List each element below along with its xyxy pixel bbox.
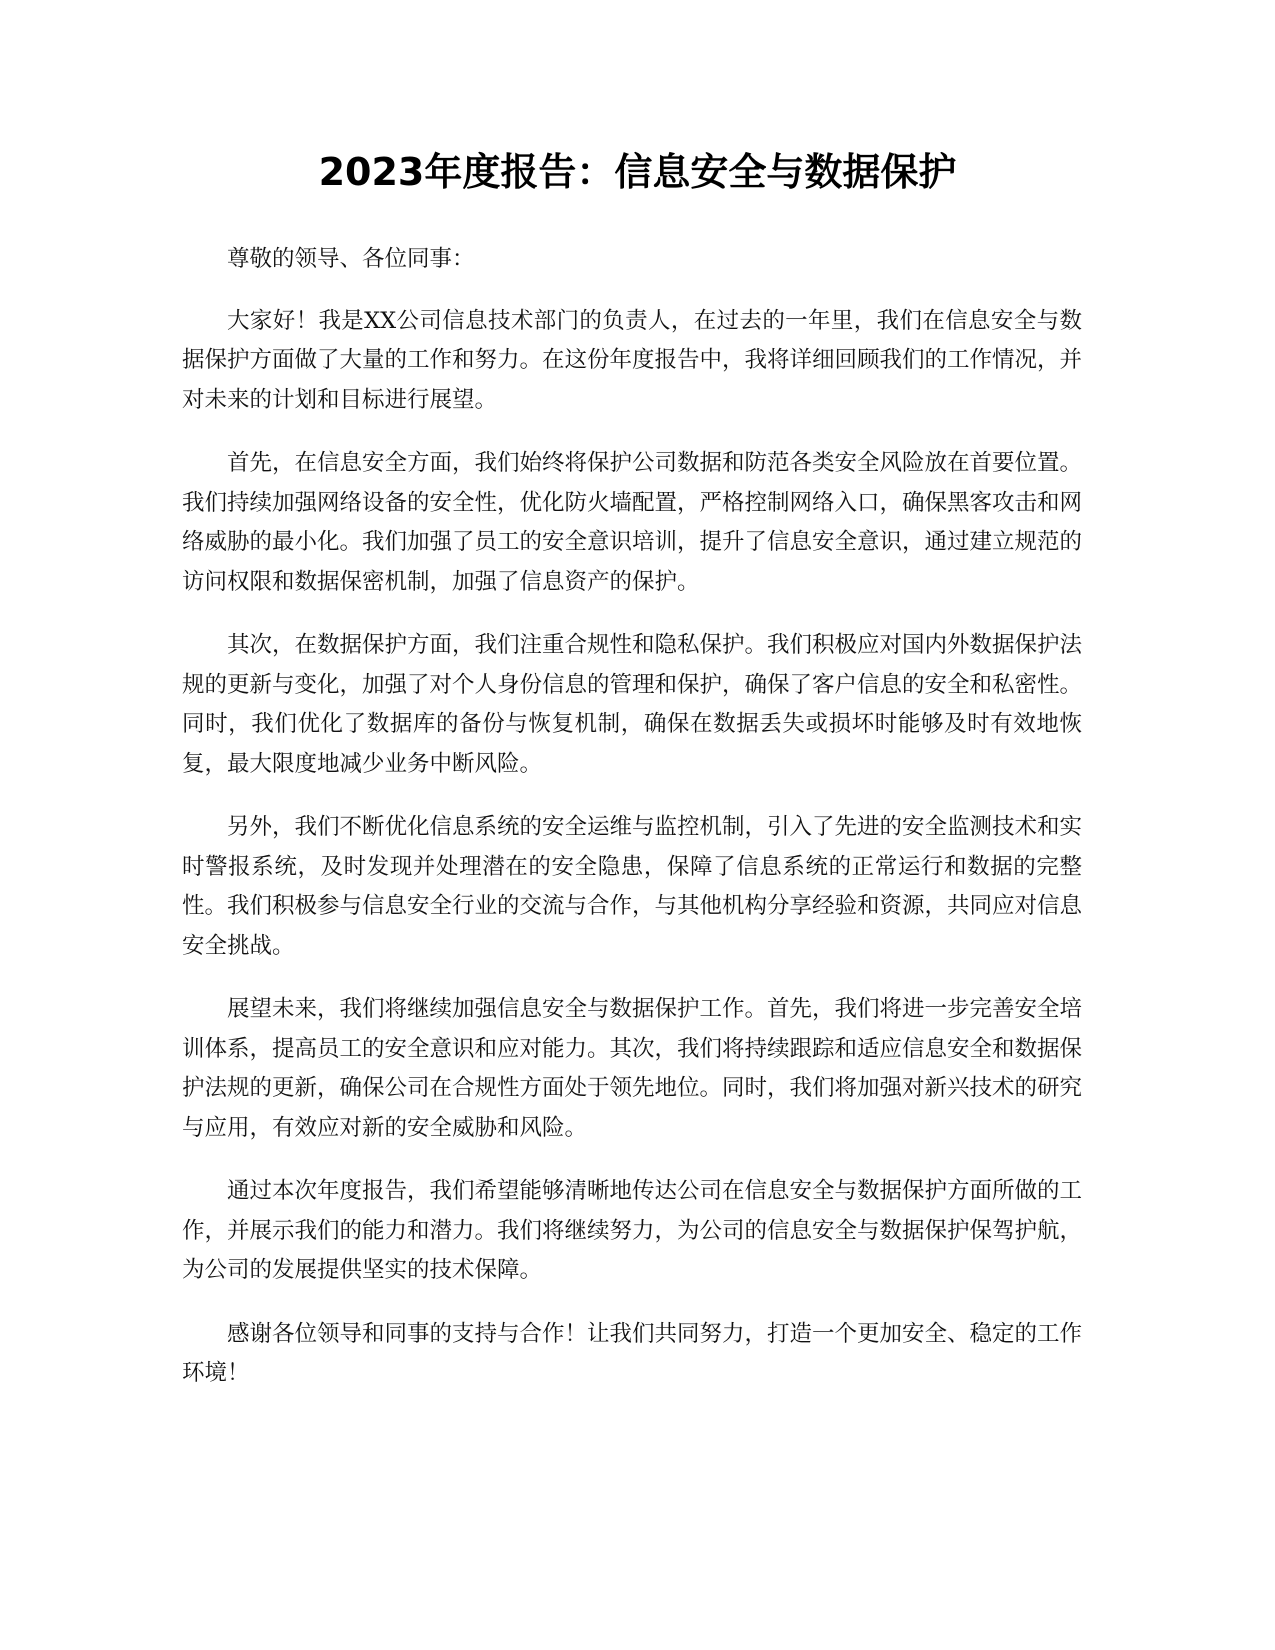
paragraph-introduction: 大家好！我是XX公司信息技术部门的负责人，在过去的一年里，我们在信息安全与数据保护方面做了大量的工作和努力。在这份年度报告中，我将详细回顾我们的工作情况，并对未来的计划和目标进行展望。 (182, 307, 1083, 413)
paragraph-information-security: 首先，在信息安全方面，我们始终将保护公司数据和防范各类安全风险放在首要位置。我们持续加强网络设备的安全性，优化防火墙配置，严格控制网络入口，确保黑客攻击和网络威胁的最小化。我们加强了员工的安全意识培训，提升了信息安全意识，通过建立规范的访问权限和数据保密机制，加强了信息资产的保护。 (182, 450, 1083, 595)
paragraph-data-protection: 其次，在数据保护方面，我们注重合规性和隐私保护。我们积极应对国内外数据保护法规的更新与变化，加强了对个人身份信息的管理和保护，确保了客户信息的安全和私密性。同时，我们优化了数据库的备份与恢复机制，确保在数据丢失或损坏时能够及时有效地恢复，最大限度地减少业务中断风险。 (182, 632, 1083, 777)
document-body (182, 240, 1082, 1418)
paragraph-thanks: 感谢各位领导和同事的支持与合作！让我们共同努力，打造一个更加安全、稳定的工作环境！ (182, 1320, 1083, 1386)
paragraph-operations-monitoring: 另外，我们不断优化信息系统的安全运维与监控机制，引入了先进的安全监测技术和实时警报系统，及时发现并处理潜在的安全隐患，保障了信息系统的正常运行和数据的完整性。我们积极参与信息安全行业的交流与合作，与其他机构分享经验和资源，共同应对信息安全挑战。 (182, 814, 1083, 959)
paragraph-summary: 通过本次年度报告，我们希望能够清晰地传达公司在信息安全与数据保护方面所做的工作，并展示我们的能力和潜力。我们将继续努力，为公司的信息安全与数据保护保驾护航，为公司的发展提供坚实的技术保障。 (182, 1178, 1083, 1283)
paragraph-future-outlook: 展望未来，我们将继续加强信息安全与数据保护工作。首先，我们将进一步完善安全培训体系，提高员工的安全意识和应对能力。其次，我们将持续跟踪和适应信息安全和数据保护法规的更新，确保公司在合规性方面处于领先地位。同时，我们将加强对新兴技术的研究与应用，有效应对新的安全威胁和风险。 (182, 996, 1083, 1141)
document-title: 2023年度报告：信息安全与数据保护 (318, 150, 957, 194)
salutation: 尊敬的领导、各位同事： (227, 246, 475, 272)
